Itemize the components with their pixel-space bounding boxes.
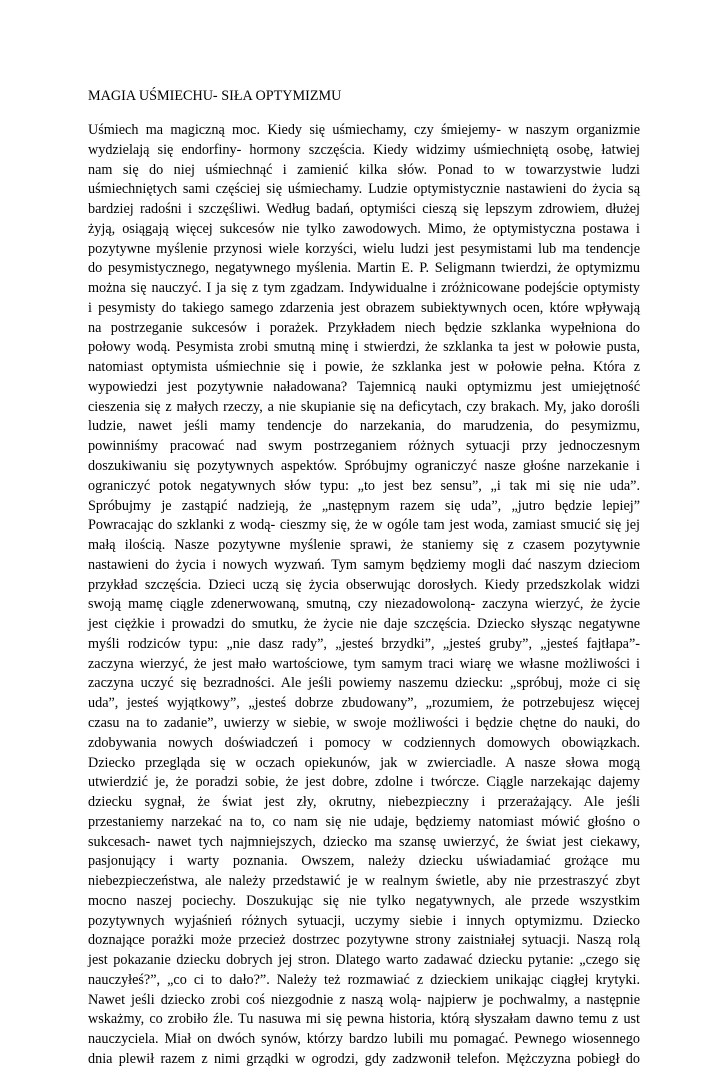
body-line: Nawet jeśli dziecko zrobi coś niezgodnie z naszą wolą- najpierw je pochwalmy, a następnie [88,991,640,1008]
body-line: zaczyna uczyć się bezradności. Ale jeśli powiemy naszemu dziecku: „spróbuj, może ci się [88,675,640,692]
body-line: wydzielają się endorfiny- hormony szczęścia. Kiedy widzimy uśmiechniętą osobę, łatwiej [88,141,640,158]
body-line: bardziej radośni i szczęśliwi. Według badań, optymiści cieszą się lepszym zdrowiem, dłużej [88,201,640,218]
body-line: jest pokazanie dziecku dobrych jej stron. Dlatego warto zadawać dziecku pytanie: „czego się [88,952,640,969]
body-line: Spróbujmy je zastąpić nadzieją, że „następnym razem się uda”, „jutro będzie lepiej” [88,497,640,514]
body-line: ludzie, nawet jeśli mamy tendencje do narzekania, do marudzenia, do pesymizmu, [88,418,640,435]
body-line: do pesymistycznego, negatywnego myślenia. Martin E. P. Seligmann twierdzi, że optymizmu [88,260,640,277]
body-line: swoją mamę ciągle zdenerwowaną, smutną, czy niezadowoloną- zaczyna wierzyć, że życie [88,596,640,613]
body-line: Powracając do szklanki z wodą- cieszmy się, że w ogóle tam jest woda, zamiast smucić się jej [88,517,640,534]
document-title: MAGIA UŚMIECHU- SIŁA OPTYMIZMU [88,88,342,104]
body-line: ograniczyć potok negatywnych słów typu: „to jest bez sensu”, „i tak mi się nie uda”. [88,477,640,494]
body-line: czasu na to zadanie”, uwierzy w siebie, w swoje możliwości i będzie chętne do nauki, do [88,714,640,731]
body-line: pozytywne myślenie przynosi wiele korzyści, wielu ludzi jest pesymistami lub ma tendencje [88,240,640,257]
body-line: pasjonujący i warty poznania. Owszem, należy dziecku uświadamiać grożące mu [88,853,640,870]
body-line: uda”, jesteś wyjątkowy”, „jesteś dobrze zbudowany”, „rozumiem, że potrzebujesz więcej [88,695,640,712]
body-line: małą ilością. Nasze pozytywne myślenie sprawi, że staniemy się z czasem pozytywnie [88,537,640,554]
body-line: myśli rodziców typu: „nie dasz rady”, „jesteś brzydki”, „jesteś gruby”, „jesteś fajtłapa”- [88,635,640,652]
body-line: sukcesach- nawet tych najmniejszych, dziecko ma szansę uwierzyć, że świat jest ciekawy, [88,833,640,850]
body-line: nauczyciela. Miał on dwóch synów, którzy bardzo lubili mu pomagać. Pewnego wiosennego [88,1031,640,1048]
body-line: utwierdzić je, że poradzi sobie, że jest dobre, zdolne i twórcze. Ciągle narzekając dajemy [88,774,640,791]
body-line: mocno naszej pociechy. Doszukując się nie tylko negatywnych, ale przede wszystkim [88,892,640,909]
body-line: doszukiwaniu się pozytywnych aspektów. Spróbujmy ograniczyć nasze głośne narzekanie i [88,458,640,475]
document-body [88,121,640,1070]
body-line: i pesymisty do takiego samego zdarzenia jest obrazem subiektywnych ocen, które wpływają [88,299,640,316]
body-line: powinniśmy pracować nad swym postrzeganiem różnych sytuacji przy jednoczesnym [88,438,640,455]
body-line: uśmiechniętych sami częściej się uśmiechamy. Ludzie optymistycznie nastawieni do życia są [88,181,640,198]
body-line: przykład szczęścia. Dzieci uczą się życia obserwując dorosłych. Kiedy przedszkolak widzi [88,576,640,593]
body-line: cieszenia się z małych rzeczy, a nie skupianie się na deficytach, czy brakach. My, jako dorośli [88,398,640,415]
body-line: zdobywania nowych doświadczeń i pomocy w codziennych domowych obowiązkach. [88,734,640,751]
body-line: pozytywnych wyjaśnień różnych sytuacji, uczymy siebie i innych optymizmu. Dziecko [88,912,640,929]
body-line: wypowiedzi jest pozytywnie naładowana? Tajemnicą nauki optymizmu jest umiejętność [88,378,640,395]
body-line: nam się do niej uśmiechnąć i zamienić kilka słów. Ponad to w towarzystwie ludzi [88,161,640,178]
body-line: natomiast optymista uśmiechnie się i powie, że szklanka jest w połowie pełna. Która z [88,359,640,376]
body-line: dnia plewił razem z nimi grządki w ogrodzi, gdy zadzwonił telefon. Mężczyzna pobiegł do [88,1050,640,1067]
body-line: wskażmy, co zrobiło źle. Tu nasuwa mi się pewna historia, którą słyszałam dawno temu z ust [88,1011,640,1028]
body-line: nauczyłeś?”, „co ci to dało?”. Należy też rozmawiać z dzieckiem unikając ciągłej krytyki. [88,971,640,988]
body-line: dziecku sygnał, że świat jest zły, okrutny, niebezpieczny i przerażający. Ale jeśli [88,794,640,811]
body-line: niebezpieczeństwa, ale należy przedstawić je w realnym świetle, aby nie przestraszyć zbyt [88,873,640,890]
body-line: doznające porażki może przecież dostrzec pozytywne strony zaistniałej sytuacji. Naszą rolą [88,932,640,949]
body-line: zaczyna wierzyć, że jest mało wartościowe, tym samym traci wiarę we własne możliwości i [88,655,640,672]
body-line: żyją, osiągają więcej sukcesów nie tylko zawodowych. Mimo, że optymistyczna postawa i [88,220,640,237]
body-line: połowy wodą. Pesymista zrobi smutną minę i stwierdzi, że szklanka ta jest w połowie pusta, [88,339,640,356]
body-line: nastawieni do życia i nowych wyzwań. Tym samym będziemy mogli dać naszym dzieciom [88,556,640,573]
body-line: jest ciężkie i prowadzi do smutku, że życie nie daje szczęścia. Dziecko słysząc negatywne [88,616,640,633]
body-line: na postrzeganie sukcesów i porażek. Przykładem niech będzie szklanka wypełniona do [88,319,640,336]
body-line: Uśmiech ma magiczną moc. Kiedy się uśmiechamy, czy śmiejemy- w naszym organizmie [88,122,640,138]
body-line: Dziecko przegląda się w oczach opiekunów, jak w zwierciadle. A nasze słowa mogą [88,754,640,771]
body-line: można się nauczyć. I ja się z tym zgadzam. Indywidualne i zróżnicowane podejście optymisty [88,280,640,297]
body-line: przestaniemy narzekać na to, co nam się nie udaje, będziemy natomiast mówić głośno o [88,813,640,830]
